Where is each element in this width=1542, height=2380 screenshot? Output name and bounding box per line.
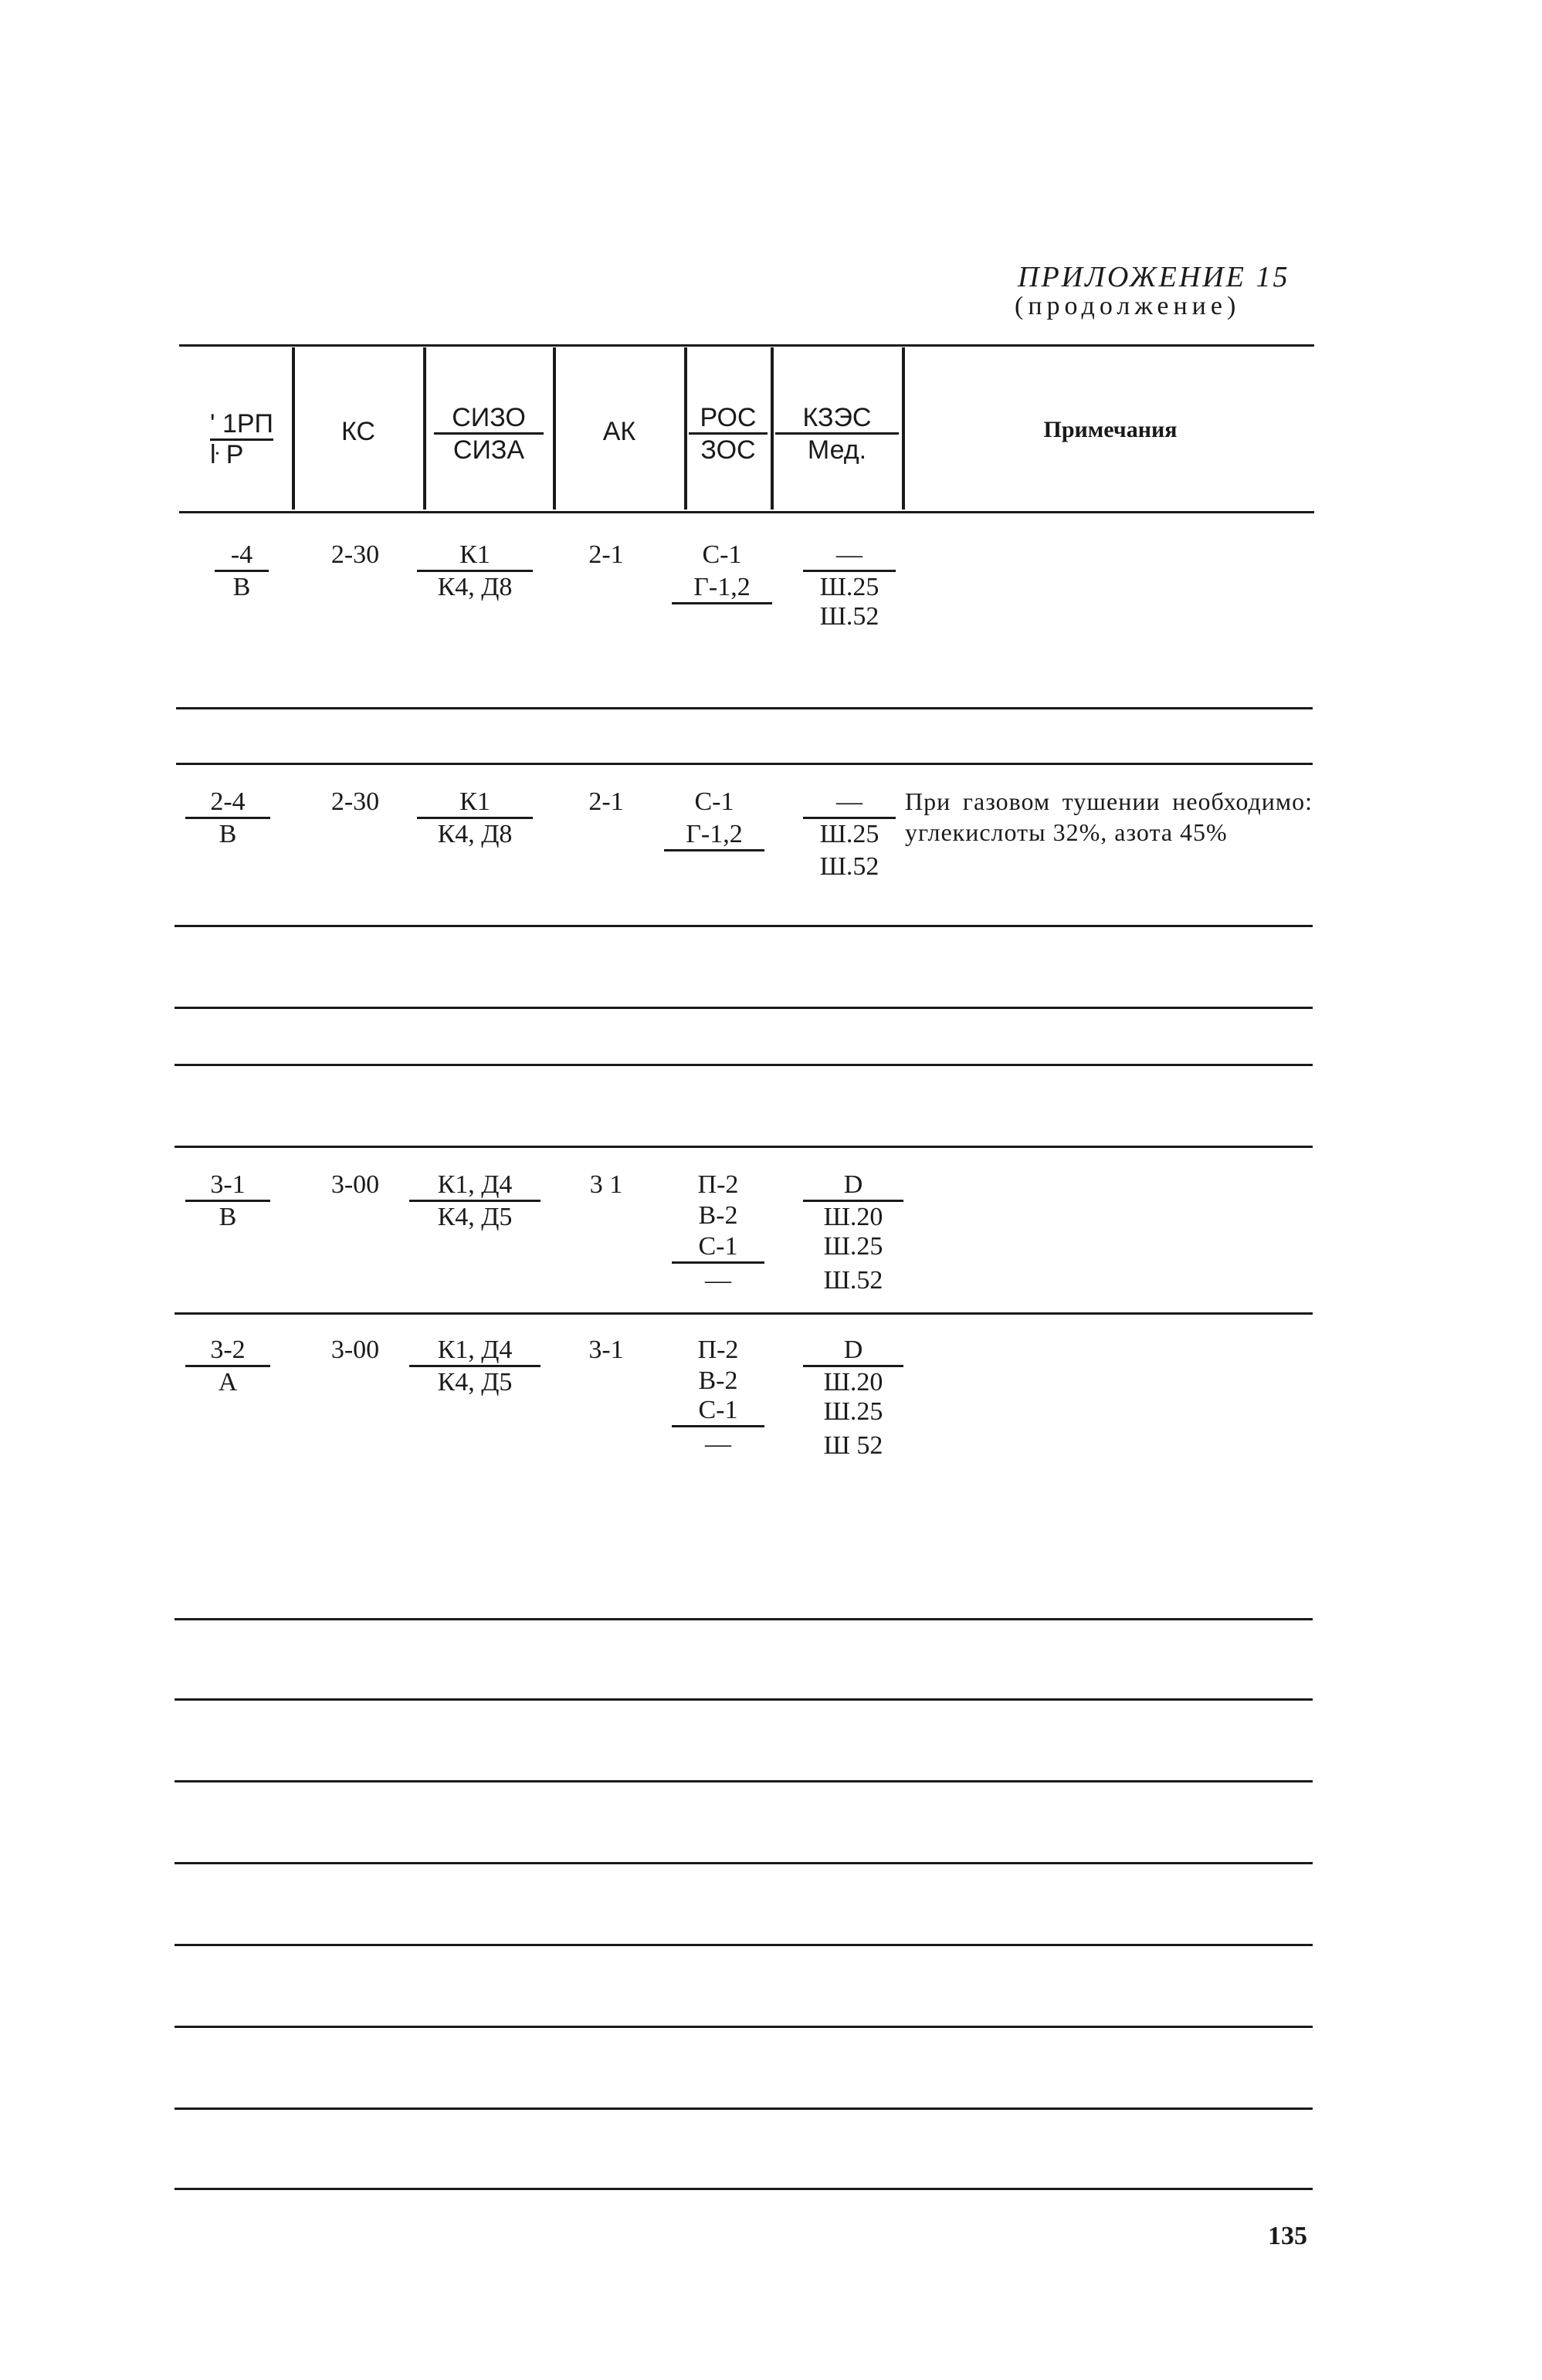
header-siza: СИЗА xyxy=(452,435,525,465)
row-rule xyxy=(175,1007,1313,1009)
row-col1-bottom: В xyxy=(219,820,237,848)
row-ros: С-1 xyxy=(694,787,734,816)
row-ak: 3-1 xyxy=(588,1336,624,1364)
header-sizo: СИЗО xyxy=(434,403,544,435)
header-kzes: КЗЭС xyxy=(775,403,899,435)
page-number: 135 xyxy=(1268,2222,1307,2250)
row-kzes: Ш.25 xyxy=(823,1397,883,1426)
row-rule xyxy=(176,707,1313,709)
row-kzes: Ш.52 xyxy=(819,852,879,881)
row-ros: В-2 xyxy=(698,1366,738,1395)
row-rule xyxy=(175,1312,1313,1315)
row-ks: 3-00 xyxy=(330,1336,380,1364)
row-kzes: Ш.52 xyxy=(819,602,879,631)
row-sizo-top: К1, Д4 xyxy=(409,1170,541,1202)
row-kzes: — xyxy=(803,540,896,572)
row-ros: Г-1,2 xyxy=(664,820,764,851)
header-divider xyxy=(902,347,905,510)
header-divider xyxy=(771,347,774,510)
row-ks: 3-00 xyxy=(330,1170,380,1199)
row-ak: 2-1 xyxy=(588,787,624,816)
row-rule xyxy=(175,1698,1313,1701)
row-ros: — xyxy=(705,1266,731,1295)
row-rule xyxy=(175,1862,1313,1864)
row-kzes: Ш.25 xyxy=(823,1232,883,1261)
header-divider xyxy=(553,347,556,510)
row-rule xyxy=(175,925,1313,927)
row-kzes: Ш 52 xyxy=(823,1431,883,1460)
row-ros: П-2 xyxy=(697,1170,739,1199)
header-col1-bottom: ŀ Р xyxy=(210,440,244,469)
row-rule xyxy=(175,1146,1313,1148)
row-col1-bottom: В xyxy=(232,573,251,601)
header-ak: АК xyxy=(602,417,636,446)
row-sizo-bottom: К4, Д5 xyxy=(437,1368,513,1397)
row-sizo-bottom: К4, Д8 xyxy=(437,820,513,848)
row-col1-top: 3-2 xyxy=(185,1336,270,1367)
header-col1-top: ' 1РП xyxy=(210,409,273,441)
header-top-rule xyxy=(179,344,1314,347)
row-kzes: Ш.52 xyxy=(823,1266,883,1295)
header-zos: ЗОС xyxy=(700,435,756,465)
header-ros: РОС xyxy=(689,403,768,435)
row-rule xyxy=(175,2107,1313,2110)
row-sizo-bottom: К4, Д5 xyxy=(437,1203,513,1231)
header-divider xyxy=(423,347,426,510)
row-kzes: D xyxy=(803,1336,903,1367)
row-rule xyxy=(175,2188,1313,2190)
row-col1-top: 2-4 xyxy=(185,787,270,819)
row-ros: С-1 xyxy=(672,1232,764,1264)
row-kzes: Ш.20 xyxy=(823,1368,883,1397)
row-kzes: D xyxy=(803,1170,903,1202)
row-ros: П-2 xyxy=(697,1336,739,1364)
row-sizo-bottom: К4, Д8 xyxy=(437,573,513,601)
row-col1-top: -4 xyxy=(215,540,269,572)
row-sizo-top: К1, Д4 xyxy=(409,1336,541,1367)
row-rule xyxy=(175,1944,1313,1946)
row-kzes: Ш.20 xyxy=(823,1203,883,1231)
row-sizo-top: К1 xyxy=(417,540,533,572)
appendix-subtitle: (продолжение) xyxy=(1015,292,1241,320)
row-ak: 2-1 xyxy=(588,540,624,569)
row-rule xyxy=(175,2026,1313,2028)
row-ak: 3 1 xyxy=(589,1170,623,1199)
row-kzes: Ш.25 xyxy=(819,820,879,848)
header-ks: КС xyxy=(341,417,375,446)
header-divider xyxy=(684,347,687,510)
row-ks: 2-30 xyxy=(330,540,380,569)
row-col1-bottom: В xyxy=(219,1203,237,1231)
row-rule xyxy=(175,1780,1313,1782)
row-rule xyxy=(176,763,1313,765)
row-rule xyxy=(175,1064,1313,1066)
header-bottom-rule xyxy=(179,511,1314,513)
row-ros: В-2 xyxy=(698,1201,738,1230)
row-ks: 2-30 xyxy=(330,787,380,816)
row-ros: — xyxy=(705,1430,731,1458)
row-kzes: — xyxy=(803,787,896,819)
appendix-title: ПРИЛОЖЕНИЕ 15 xyxy=(1018,261,1290,293)
row-note: При газовом тушении необходимо: углекислоты 32%, азота 45% xyxy=(905,787,1313,846)
row-col1-top: 3-1 xyxy=(185,1170,270,1202)
header-med: Мед. xyxy=(807,435,867,465)
row-rule xyxy=(175,1618,1313,1620)
header-notes: Примечания xyxy=(1043,417,1178,442)
row-sizo-top: К1 xyxy=(417,787,533,819)
row-kzes: Ш.25 xyxy=(819,573,879,601)
row-ros: Г-1,2 xyxy=(672,573,772,604)
row-ros: С-1 xyxy=(702,540,742,569)
header-divider xyxy=(292,347,295,510)
row-ros: С-1 xyxy=(672,1396,764,1427)
row-col1-bottom: А xyxy=(218,1368,238,1397)
